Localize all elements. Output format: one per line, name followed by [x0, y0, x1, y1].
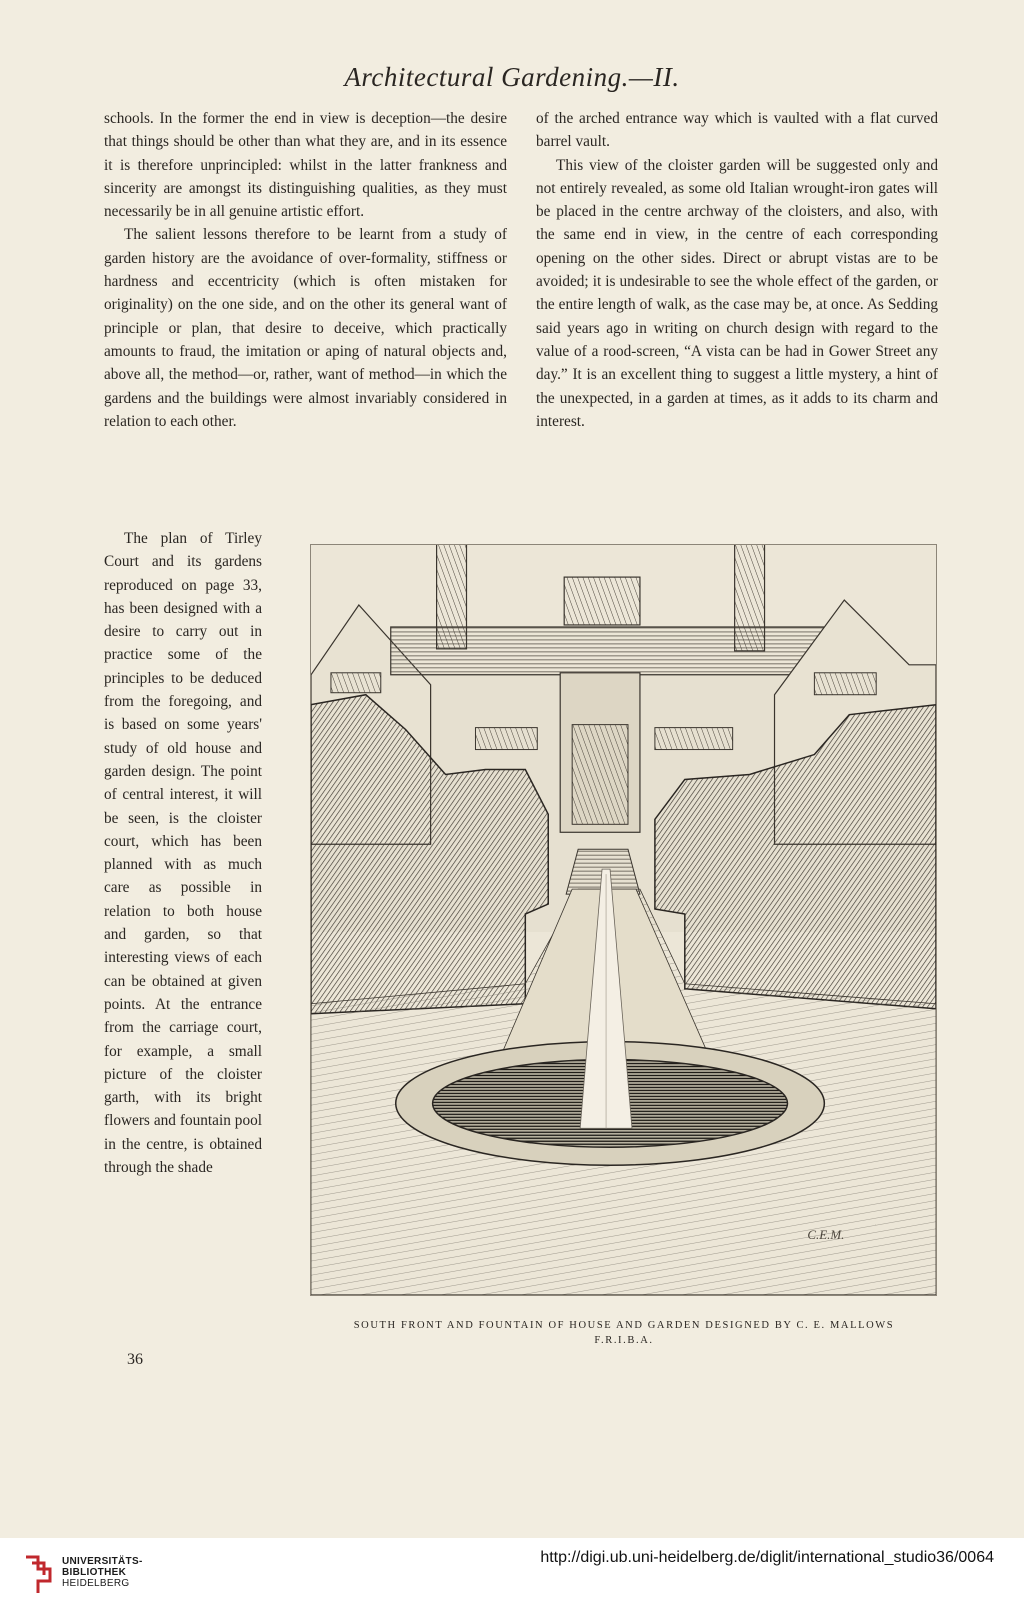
caption-line: SOUTH FRONT AND FOUNTAIN OF HOUSE AND GARDEN DESIGNED BY C. E. MALLOWS [353, 1320, 895, 1331]
page-title: Architectural Gardening.—II. [344, 62, 680, 92]
paragraph: of the arched entrance way which is vaulted with a flat curved barrel vault. [536, 110, 938, 151]
paragraph: This view of the cloister garden will be suggested only and not entirely revealed, as some old Italian wrought-iron gates will be placed in the centre archway of the cloisters, and also, with the same end in view, in the centre of each corresponding opening on the other sides. Direct or abrupt vistas are to be avoided; it is undesirable to see the whole effect of the garden, or the entire length of walk, as the case may be, at once. As Sedding said years ago in writing on church design with regard to the value of a rood-screen, “A vista can be had in Gower Street any day.” It is an excellent thing to suggest a little mystery, a hint of the unexpected, in a garden at times, as it adds to its charm and interest. [536, 156, 938, 430]
right-column [536, 107, 938, 433]
logo-line: UNIVERSITÄTS- [62, 1556, 143, 1567]
garden-drawing [311, 545, 936, 1295]
paragraph: The salient lessons therefore to be learnt from a study of garden history are the avoidance of over-formality, stiffness or hardness and eccentricity (which is often mistaken for originality) on the one side, and on the other its general want of principle or plan, that desire to deceive, which practically amounts to fraud, the imitation or aping of natural objects and, above all, the method—or, rather, want of method—in which the gardens and the buildings were almost invariably considered in relation to each other. [104, 226, 507, 430]
logo-line: HEIDELBERG [62, 1578, 130, 1589]
logo-line: BIBLIOTHEK [62, 1567, 127, 1578]
library-logo-text [62, 1556, 143, 1589]
illustration-caption [300, 1318, 948, 1348]
footer-bar [0, 1538, 1024, 1612]
library-logo-icon [22, 1553, 56, 1597]
paragraph: schools. In the former the end in view is deception—the desire that things should be other than what they are, and in its essence it is therefore unprincipled: whilst in the latter frankness and sincerity are amongst its distinguishing qualities, as they must necessarily be in all genuine artistic effort. [104, 110, 507, 221]
artist-signature: C.E.M. [807, 1226, 845, 1242]
left-column [104, 107, 507, 433]
narrow-column [104, 527, 262, 1179]
page-number: 36 [127, 1351, 143, 1368]
illustration-south-front [310, 544, 937, 1296]
paragraph: The plan of Tirley Court and its gardens reproduced on page 33, has been designed with a desire to carry out in practice some of the principles to be deduced from the foregoing, and is based on some years' study of old house and garden design. The point of central interest, it will be seen, is the cloister court, which has been planned with as much care as possible in relation to both house and garden, so that interesting views of each can be obtained at given points. At the entrance from the carriage court, for example, a small picture of the cloister garth, with its bright flowers and fountain pool in the centre, is obtained through the shade [104, 530, 262, 1177]
source-url-link[interactable]: http://digi.ub.uni-heidelberg.de/diglit/international_studio36/0064 [540, 1549, 994, 1566]
caption-line: F.R.I.B.A. [594, 1335, 654, 1346]
